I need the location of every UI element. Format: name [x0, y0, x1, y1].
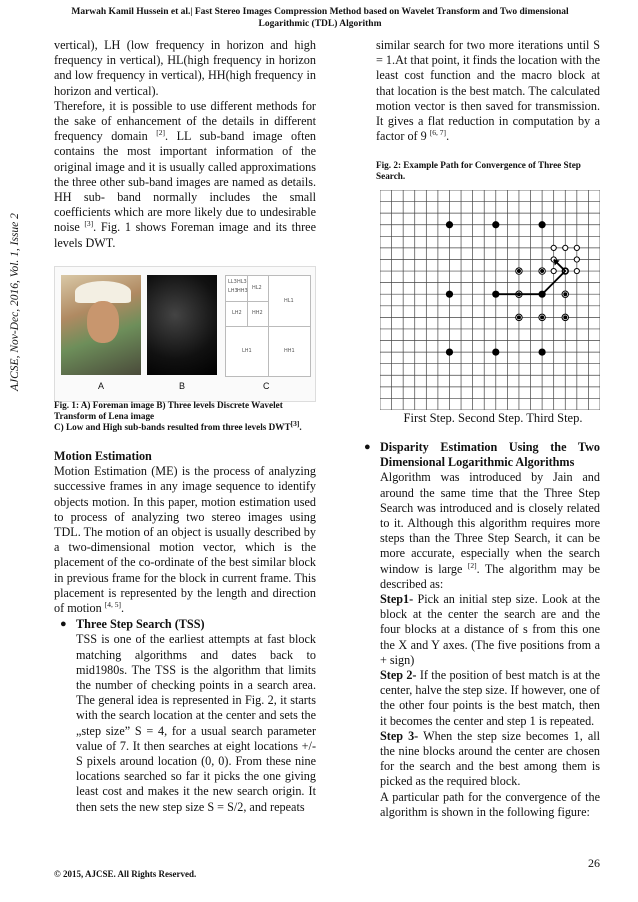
figure-1-label-b: B: [179, 381, 186, 391]
disparity-body: [380, 470, 600, 820]
citation: [2]: [467, 560, 477, 570]
third-step-point: [551, 245, 556, 250]
third-step-point: [574, 268, 579, 273]
citation: [4, 5]: [104, 599, 122, 609]
figure-2-caption: Fig. 2: Example Path for Convergence of Three Step Search.: [376, 160, 581, 181]
figure-1-caption: Fig. 1: A) Foreman image B) Three levels Discrete Wavelet Transform of Lena image C) Low and High sub-bands resulted from three levels DWT[3].: [54, 400, 302, 432]
subband-label: LH1: [242, 348, 252, 354]
subband-label: HH3: [237, 288, 248, 294]
figure-2-search-grid: [380, 190, 600, 410]
first-step-point: [446, 221, 453, 228]
first-step-point: [492, 221, 499, 228]
first-step-point: [539, 221, 546, 228]
subband-label: HL2: [252, 285, 262, 291]
subband-label: LL3: [228, 279, 237, 285]
paragraph-tss: TSS is one of the earliest attempts at fast block matching algorithms and dates back to mid1980s. The TSS is the algorithm that limits the number of checking points in a search area. The general idea is represented in Fig. 2, it starts with the search location at the center and sets the „step size” S = 4, for a usual search parameter value of 7. It then searches at eight locations +/- S pixels around location (0, 0). From these nine locations searched so far it picks the one giving least cost and makes it the new search origin. It then sets the new step size S = S/2, and repeats: [76, 632, 316, 814]
second-step-point: [517, 269, 521, 273]
second-step-point: [563, 315, 567, 319]
right-column-lower: [358, 440, 600, 820]
second-step-point: [540, 315, 544, 319]
citation: [2]: [156, 128, 166, 138]
third-step-point: [574, 257, 579, 262]
right-column: [376, 38, 600, 144]
foreman-face: [87, 301, 119, 343]
figure-2-step-labels: First Step. Second Step. Third Step.: [403, 411, 583, 425]
third-step-point: [563, 245, 568, 250]
step-3: Step 3- When the step size becomes 1, all the nine blocks around the center are chosen for the search and the best among them is picked as the required block.: [380, 728, 600, 789]
paragraph-tss-continued: similar search for two more iterations until S = 1.At that point, it finds the location with the least cost function and the macro block at that location is the best match. The calculated motion vector is then saved for transmission. It gives a flat reduction in computation by a factor of 9 [6, 7].: [376, 38, 600, 144]
subband-diagram: [225, 275, 311, 377]
first-step-point: [446, 291, 453, 298]
subband-label: HL1: [284, 298, 294, 304]
journal-side-label: AJCSE, Nov-Dec, 2016, Vol. 1, Issue 2: [9, 213, 21, 391]
step-1: Step1- Pick an initial step size. Look at the block at the center the search are and the four blocks at a distance of s from this one the X and Y axes. (The five positions from a + sign): [380, 592, 600, 667]
first-step-point: [539, 349, 546, 356]
foreman-image: [61, 275, 141, 375]
page-number: 26: [588, 856, 600, 870]
second-step-point: [517, 315, 521, 319]
subband-label: LH3: [228, 288, 238, 294]
bullet-disparity: ● Disparity Estimation Using the Two Dimensional Logarithmic Algorithms: [364, 440, 600, 470]
step-2: Step 2- If the position of best match is at the center, halve the step size. If however, one of the other four points is the best match, then it becomes the center and step 1 is repeated.: [380, 668, 600, 728]
paragraph-enhancement: Therefore, it is possible to use different methods for the sake of enhancement of the details in different frequency domain [2]. LL sub-band image often contains the most important information of the original image and it is usually called approximations the three other sub-band images are named as details. HH sub- band normally includes the small coefficients which are more likely due to undesirable noise [3]. Fig. 1 shows Foreman image and its three levels DWT.: [54, 98, 317, 250]
dwt-image: [147, 275, 217, 375]
third-step-point: [551, 268, 556, 273]
left-column-lower: [54, 449, 316, 815]
left-column: [54, 38, 316, 251]
figure-1: [54, 266, 316, 402]
subband-label: LH2: [232, 310, 242, 316]
subband-label: HL3: [237, 279, 247, 285]
header-line-1: Marwah Kamil Hussein et al.| Fast Stereo Images Compression Method based on Wavelet Transform and Two dimensional: [71, 7, 569, 17]
first-step-point: [492, 349, 499, 356]
second-step-point: [540, 269, 544, 273]
foreman-hat: [75, 281, 131, 303]
paragraph-subbands: vertical), LH (low frequency in horizon and high frequency in vertical), HL(high frequency in horizon and low frequency in vertical), HH(high frequency in horizon and vertical).: [54, 38, 316, 98]
bullet-icon: ●: [60, 618, 67, 631]
citation: [3]: [290, 418, 300, 428]
running-header: [60, 6, 580, 30]
figure-1-label-a: A: [98, 381, 105, 391]
section-heading-motion: Motion Estimation: [54, 449, 152, 463]
bullet-icon: ●: [364, 441, 371, 453]
citation: [6, 7]: [429, 128, 447, 138]
paragraph-disparity: Algorithm was introduced by Jain and around the same time that the Three Step Search was introduced and is closely related to it. Although this algorithm requires more steps than the Three Step Search, it can be more accurate, especially when the search window is large [2]. The algorithm may be described as:: [380, 470, 600, 591]
paragraph-closing: A particular path for the convergence of the algorithm is shown in the following figure:: [380, 789, 600, 819]
subband-label: HH2: [252, 310, 263, 316]
header-line-2: Logarithmic (TDL) Algorithm: [258, 19, 382, 29]
third-step-point: [574, 245, 579, 250]
search-grid-svg: [380, 190, 600, 410]
first-step-point: [446, 349, 453, 356]
citation: [3]: [84, 219, 94, 229]
subband-label: HH1: [284, 348, 295, 354]
second-step-point: [563, 292, 567, 296]
figure-1-label-c: C: [263, 381, 270, 391]
paragraph-motion: Motion Estimation (ME) is the process of analyzing successive frames in any image sequence to identify objects motion. In this paper, motion estimation used to process of analyzing two stereo images using TDL. The motion of an object is usually described by a two-dimensional motion vector, which is the placement of the co-ordinate of the best similar block in previous frame for the block in current frame. This placement is represented by the length and direction of motion [4, 5].: [54, 464, 316, 616]
bullet-tss: ● Three Step Search (TSS): [60, 617, 205, 632]
copyright: © 2015, AJCSE. All Rights Reserved.: [54, 869, 197, 879]
